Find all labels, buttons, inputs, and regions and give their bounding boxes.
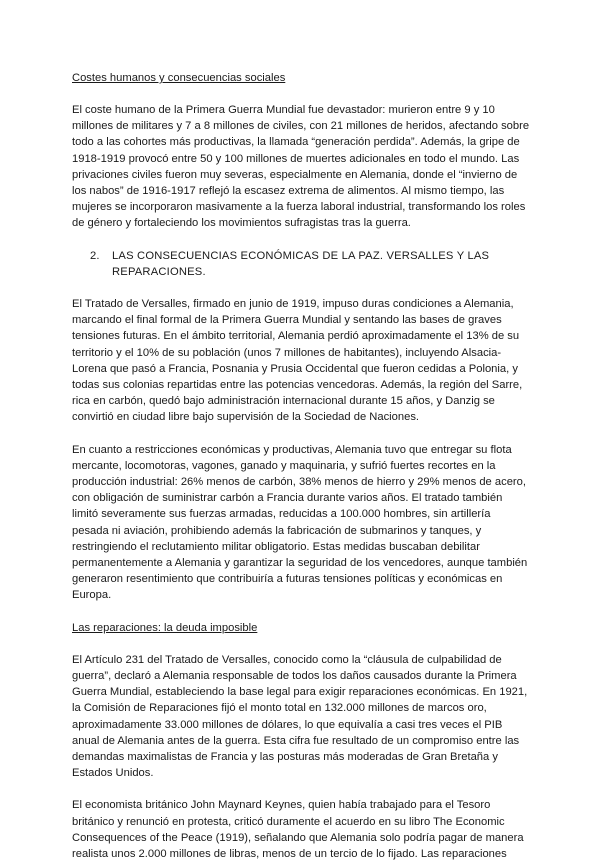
section-title-reparaciones: Las reparaciones: la deuda imposible [72,621,258,634]
numbered-heading-consecuencias [90,248,530,280]
heading-number: 2. [90,249,100,262]
section-title-costes: Costes humanos y consecuencias sociales [72,72,286,84]
heading-text: LAS CONSECUENCIAS ECONÓMICAS DE LA PAZ. VERSALLES Y LAS REPARACIONES. [112,249,490,278]
paragraph-costes-1: El coste humano de la Primera Guerra Mundial fue devastador: murieron entre 9 y 10 millones de militares y 7 a 8 millones de civiles, con 21 millones de heridos, afectando sobre todo a las cohortes más productivas, la llamada “generación perdida”. Además, la gripe de 1918-1919 provocó entre 50 y 100 millones de muertes adicionales en todo el mundo. Las privaciones civiles fueron muy severas, especialmente en Alemania, donde el “invierno de los nabos” de 1916-1917 reflejó la escasez extrema de alimentos. Al mismo tiempo, las mujeres se incorporaron masivamente a la fuerza laboral industrial, transformando los roles de género y fortaleciendo los movimientos sufragistas tras la guerra. [72,104,530,230]
paragraph-versalles-2: En cuanto a restricciones económicas y productivas, Alemania tuvo que entregar su flota mercante, locomotoras, vagones, ganado y maquinaria, y sufrió fuertes recortes en la producción industrial: 26% menos de carbón, 38% menos de hierro y 29% menos de acero, con obligación de suministrar carbón a Francia durante varios años. El tratado también limitó severamente sus fuerzas armadas, reducidas a 100.000 hombres, sin artillería pesada ni aviación, prohibiendo además la fabricación de submarinos y tanques, y restringiendo el reclutamiento militar obligatorio. Estas medidas buscaban debilitar permanentemente a Alemania y garantizar la seguridad de los vencedores, aunque también generaron resentimiento que contribuiría a futuras tensiones políticas y económicas en Europa. [72,443,528,602]
paragraph-versalles-1: El Tratado de Versalles, firmado en junio de 1919, impuso duras condiciones a Alemania, marcando el final formal de la Primera Guerra Mundial y sentando las bases de graves tensiones futuras. En el ámbito territorial, Alemania perdió aproximadamente el 13% de su territorio y el 10% de su población (unos 7 millones de habitantes), incluyendo Alsacia-Lorena que pasó a Francia, Posnania y Prusia Occidental que fueron cedidas a Polonia, y todas sus colonias repartidas entre las potencias vencedoras. Además, la región del Sarre, rica en carbón, quedó bajo administración internacional durante 15 años, y Danzig se convirtió en ciudad libre bajo supervisión de la Sociedad de Naciones. [72,298,523,424]
paragraph-reparaciones-1: El Artículo 231 del Tratado de Versalles, conocido como la “cláusula de culpabilidad de guerra”, declaró a Alemania responsable de todos los daños causados durante la Primera Guerra Mundial, estableciendo la base legal para exigir reparaciones económicas. En 1921, la Comisión de Reparaciones fijó el monto total en 132.000 millones de marcos oro, aproximadamente 33.000 millones de dólares, lo que equivalía a casi tres veces el PIB anual de Alemania antes de la guerra. Esta cifra fue resultado de un compromiso entre las demandas maximalistas de Francia y las posturas más moderadas de Gran Bretaña y Estados Unidos. [72,653,528,780]
paragraph-reparaciones-2: El economista británico John Maynard Keynes, quien había trabajado para el Tesoro británico y renunció en protesta, criticó duramente el acuerdo en su libro The Economic Consequences of the Peace (1919), señalando que Alemania solo podría pagar de manera realista unos 2.000 millones de libras, menos de un tercio de lo fijado. Las reparaciones [72,799,524,860]
